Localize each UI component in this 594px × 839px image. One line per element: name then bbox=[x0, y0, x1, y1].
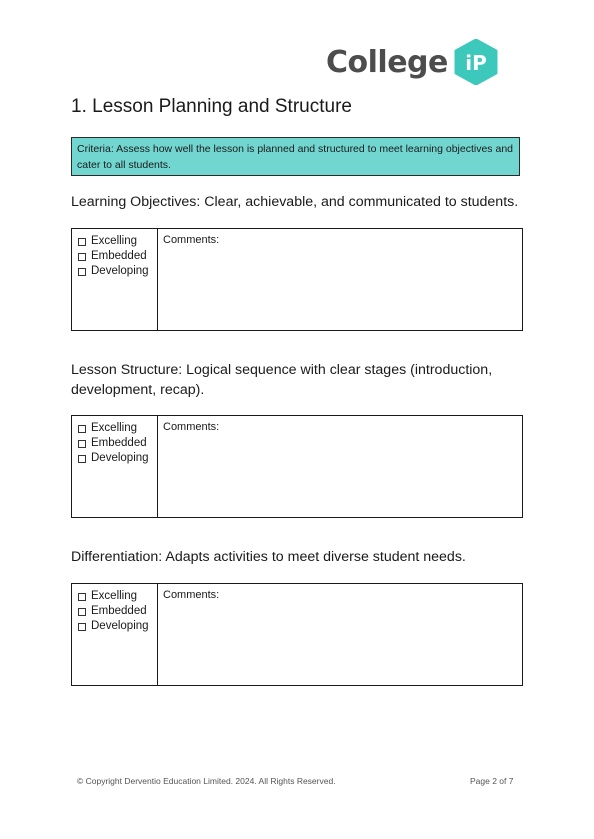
section-label: Differentiation: bbox=[71, 549, 163, 565]
criteria-text: Assess how well the lesson is planned and structured to meet learning objectives and cater to all students. bbox=[77, 143, 513, 171]
criteria-box bbox=[71, 137, 520, 176]
checkbox[interactable] bbox=[78, 268, 86, 276]
checkbox[interactable] bbox=[78, 593, 86, 601]
option-developing[interactable] bbox=[78, 264, 157, 279]
logo-badge-icon bbox=[454, 39, 498, 85]
option-label: Excelling bbox=[91, 590, 138, 602]
option-label: Embedded bbox=[91, 250, 147, 262]
option-label: Embedded bbox=[91, 605, 147, 617]
option-label: Developing bbox=[91, 265, 149, 277]
option-excelling[interactable] bbox=[78, 589, 157, 604]
checkbox[interactable] bbox=[78, 440, 86, 448]
rating-options bbox=[72, 584, 158, 685]
checkbox[interactable] bbox=[78, 455, 86, 463]
option-developing[interactable] bbox=[78, 619, 157, 634]
evaluation-table-differentiation bbox=[71, 583, 523, 686]
checkbox[interactable] bbox=[78, 425, 86, 433]
section-description: Clear, achievable, and communicated to students. bbox=[200, 194, 519, 210]
section-label: Lesson Structure: bbox=[71, 362, 183, 378]
footer-copyright: © Copyright Derventio Education Limited. 2024. All Rights Reserved. bbox=[77, 776, 336, 786]
option-label: Excelling bbox=[91, 422, 138, 434]
section-description: Logical sequence with clear stages (introduction, development, recap). bbox=[71, 362, 493, 398]
comments-field[interactable] bbox=[158, 229, 219, 330]
checkbox[interactable] bbox=[78, 238, 86, 246]
option-excelling[interactable] bbox=[78, 421, 157, 436]
criteria-label: Criteria: bbox=[77, 143, 114, 155]
comments-label: Comments: bbox=[163, 421, 220, 433]
logo-wordmark: College bbox=[326, 44, 448, 80]
section-label: Learning Objectives: bbox=[71, 194, 201, 210]
comments-field[interactable] bbox=[158, 584, 219, 685]
option-label: Embedded bbox=[91, 437, 147, 449]
option-label: Developing bbox=[91, 452, 149, 464]
checkbox[interactable] bbox=[78, 623, 86, 631]
checkbox[interactable] bbox=[78, 253, 86, 261]
evaluation-table-lesson-structure bbox=[71, 415, 523, 518]
section-title-lesson-structure bbox=[71, 361, 523, 400]
section-title-differentiation bbox=[71, 548, 523, 568]
option-embedded[interactable] bbox=[78, 604, 157, 619]
section-description: Adapts activities to meet diverse student needs. bbox=[162, 549, 466, 565]
comments-label: Comments: bbox=[163, 234, 220, 246]
rating-options bbox=[72, 416, 158, 517]
footer-page-number: Page 2 of 7 bbox=[470, 776, 514, 786]
logo-badge-text: iP bbox=[465, 51, 487, 75]
option-embedded[interactable] bbox=[78, 249, 157, 264]
college-ip-logo bbox=[326, 38, 498, 86]
option-embedded[interactable] bbox=[78, 436, 157, 451]
comments-field[interactable] bbox=[158, 416, 219, 517]
checkbox[interactable] bbox=[78, 608, 86, 616]
evaluation-table-learning-objectives bbox=[71, 228, 523, 331]
option-excelling[interactable] bbox=[78, 234, 157, 249]
comments-label: Comments: bbox=[163, 589, 220, 601]
option-label: Developing bbox=[91, 620, 149, 632]
option-developing[interactable] bbox=[78, 451, 157, 466]
option-label: Excelling bbox=[91, 235, 138, 247]
rating-options bbox=[72, 229, 158, 330]
page-heading: 1. Lesson Planning and Structure bbox=[71, 96, 352, 117]
section-title-learning-objectives bbox=[71, 193, 523, 213]
